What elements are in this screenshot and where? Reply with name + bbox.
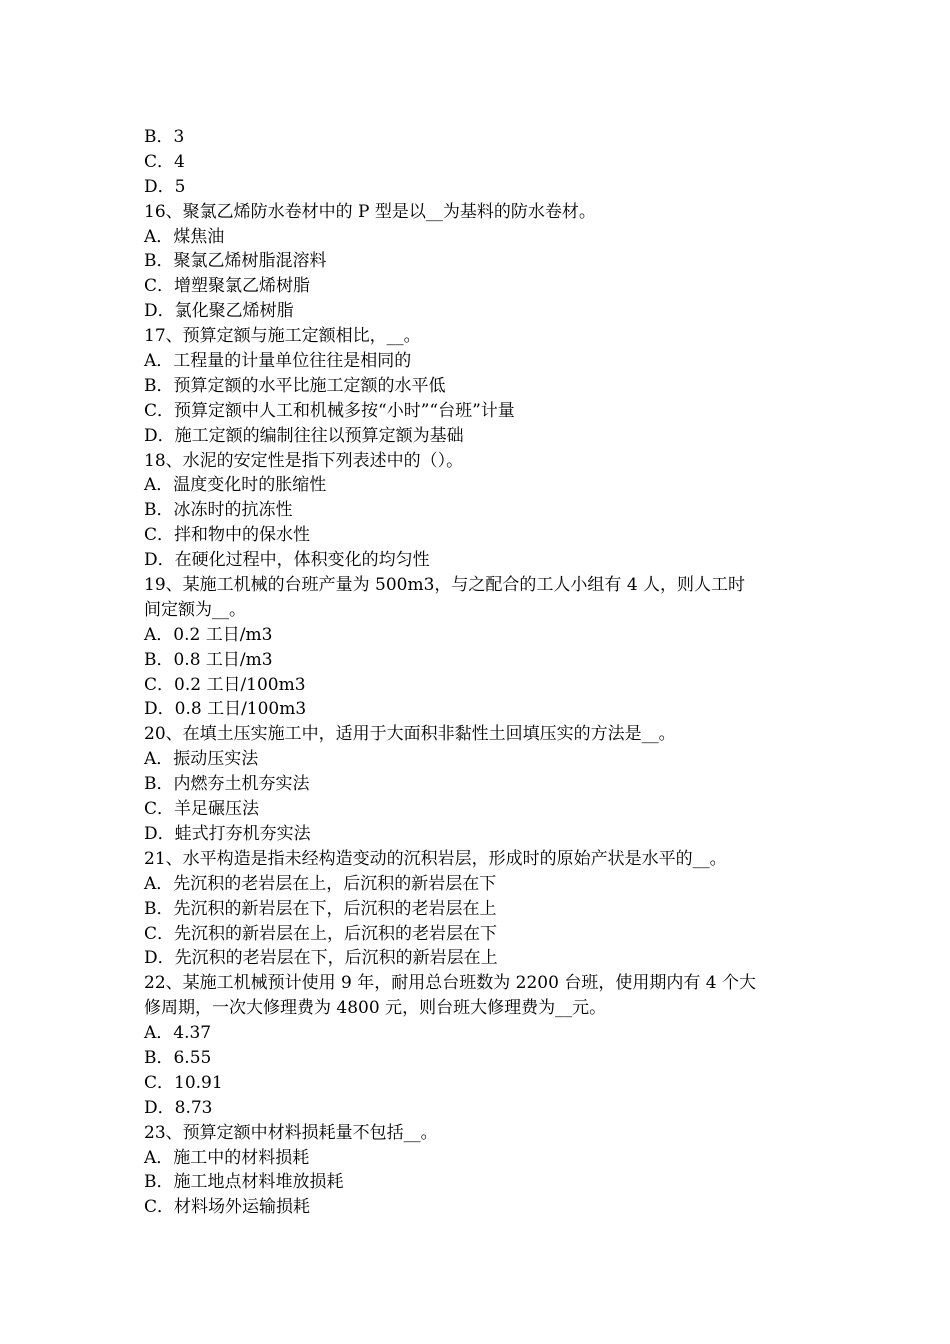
q17-option-c: C．预算定额中人工和机械多按“小时”“台班”计量 — [144, 400, 515, 421]
q23-option-a: A．施工中的材料损耗 — [144, 1147, 310, 1168]
q21-option-c: C．先沉积的新岩层在上，后沉积的老岩层在下 — [144, 923, 498, 944]
q20-option-c: C．羊足碾压法 — [144, 799, 260, 820]
q22-option-c: C．10.91 — [144, 1072, 223, 1093]
question-19-cont: 间定额为__。 — [144, 599, 246, 620]
q22-option-a: A．4.37 — [144, 1023, 212, 1044]
q21-option-a: A．先沉积的老岩层在上，后沉积的新岩层在下 — [144, 873, 497, 894]
q20-option-b: B．内燃夯土机夯实法 — [144, 774, 310, 795]
q18-option-a: A．温度变化时的胀缩性 — [144, 475, 327, 496]
q19-option-c: C．0.2 工日/100m3 — [144, 674, 306, 695]
question-21: 21、水平构造是指未经构造变动的沉积岩层，形成时的原始产状是水平的__。 — [144, 848, 727, 869]
document-page — [144, 125, 824, 1220]
question-19: 19、某施工机械的台班产量为 500m3，与之配合的工人小组有 4 人，则人工时 — [144, 575, 746, 596]
question-22-cont: 修周期，一次大修理费为 4800 元，则台班大修理费为__元。 — [144, 998, 607, 1019]
q17-option-d: D．施工定额的编制往往以预算定额为基础 — [144, 425, 464, 446]
q18-option-d: D．在硬化过程中，体积变化的均匀性 — [144, 550, 430, 571]
q22-option-b: B．6.55 — [144, 1047, 212, 1068]
q22-option-d: D．8.73 — [144, 1097, 213, 1118]
q16-option-c: C．增塑聚氯乙烯树脂 — [144, 276, 311, 297]
q17-option-b: B．预算定额的水平比施工定额的水平低 — [144, 375, 446, 396]
q21-option-d: D．先沉积的老岩层在下，后沉积的新岩层在上 — [144, 948, 498, 969]
q16-option-a: A．煤焦油 — [144, 226, 225, 247]
option-b-3: B．3 — [144, 127, 185, 147]
question-16: 16、聚氯乙烯防水卷材中的 P 型是以__为基料的防水卷材。 — [144, 201, 596, 222]
question-23: 23、预算定额中材料损耗量不包括__。 — [144, 1122, 438, 1143]
q17-option-a: A．工程量的计量单位往往是相同的 — [144, 351, 412, 372]
q18-option-b: B．冰冻时的抗冻性 — [144, 500, 293, 521]
question-20: 20、在填土压实施工中，适用于大面积非黏性土回填压实的方法是__。 — [144, 724, 676, 745]
q20-option-d: D．蛙式打夯机夯实法 — [144, 823, 311, 844]
q20-option-a: A．振动压实法 — [144, 749, 259, 770]
q23-option-c: C．材料场外运输损耗 — [144, 1197, 311, 1218]
option-d-5: D．5 — [144, 176, 186, 197]
q18-option-c: C．拌和物中的保水性 — [144, 525, 311, 546]
q19-option-d: D．0.8 工日/100m3 — [144, 699, 307, 720]
q19-option-a: A．0.2 工日/m3 — [144, 624, 273, 645]
question-17: 17、预算定额与施工定额相比，__。 — [144, 326, 421, 347]
option-c-4: C．4 — [144, 151, 185, 172]
q21-option-b: B．先沉积的新岩层在下，后沉积的老岩层在上 — [144, 898, 497, 919]
question-18: 18、水泥的安定性是指下列表述中的（）。 — [144, 450, 464, 471]
q19-option-b: B．0.8 工日/m3 — [144, 649, 273, 670]
question-22: 22、某施工机械预计使用 9 年，耐用总台班数为 2200 台班，使用期内有 4 个大 — [144, 973, 756, 994]
q16-option-d: D．氯化聚乙烯树脂 — [144, 301, 294, 322]
q16-option-b: B．聚氯乙烯树脂混溶料 — [144, 251, 327, 272]
q23-option-b: B．施工地点材料堆放损耗 — [144, 1172, 344, 1193]
